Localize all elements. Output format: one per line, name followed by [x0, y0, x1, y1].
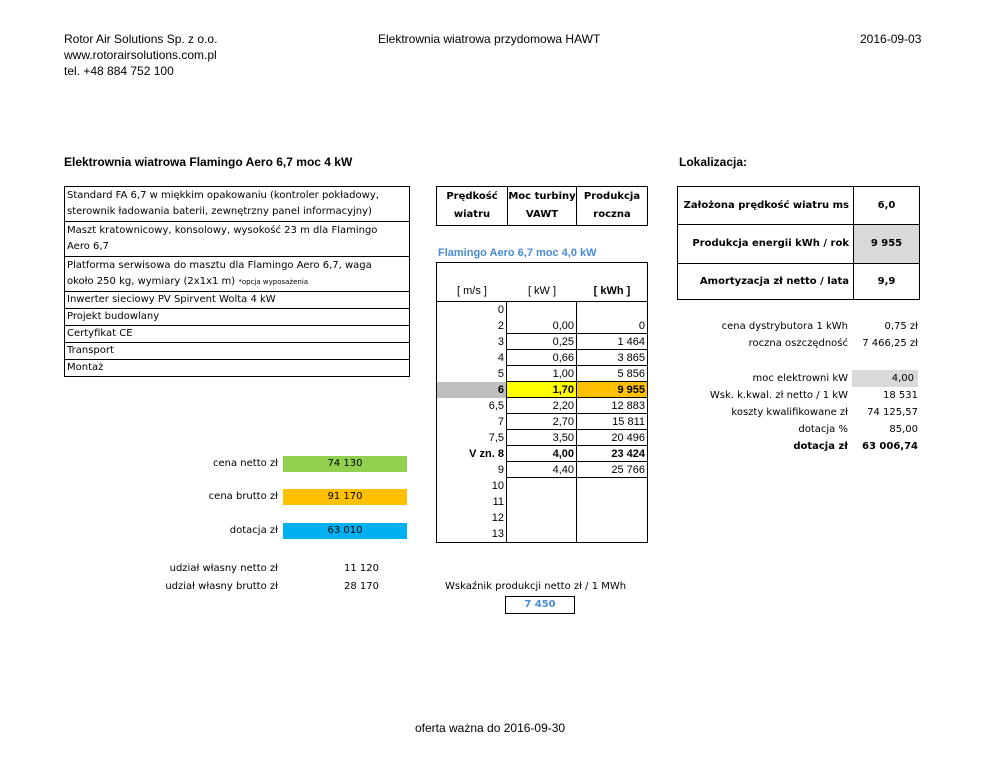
- speed-cell: 9: [437, 462, 507, 478]
- product-row: [65, 325, 409, 342]
- product-row: [65, 291, 409, 308]
- power-table-row: [437, 382, 647, 398]
- power-table-row: [437, 414, 647, 430]
- power-cell: 4,00: [507, 446, 577, 462]
- power-cell: 2,70: [507, 414, 577, 430]
- document-date: 2016-09-03: [860, 32, 922, 46]
- production-cell: 20 496: [577, 430, 647, 446]
- product-text: Montaż: [67, 362, 104, 373]
- production-cell: [577, 510, 647, 526]
- production-cell: 25 766: [577, 462, 647, 478]
- savings-value: 7 466,25 zł: [862, 338, 918, 349]
- document-title: Elektrownia wiatrowa przydomowa HAWT: [378, 32, 601, 46]
- location-box: [677, 186, 920, 300]
- power-table-row: [437, 302, 647, 318]
- kwh-price-value: 0,75 zł: [884, 321, 918, 332]
- production-cell: 5 856: [577, 366, 647, 382]
- loc-row: [678, 224, 919, 263]
- power-table-row: [437, 510, 647, 526]
- header-wind-speed: Prędkość wiatru: [446, 191, 498, 220]
- production-cell: 9 955: [577, 382, 647, 398]
- kwh-price-label: cena dystrybutora 1 kWh: [721, 321, 848, 332]
- loc-row: [678, 187, 919, 224]
- power-cell: [507, 510, 577, 526]
- product-text: Platforma serwisowa do masztu dla Flamingo Aero 6,7, waga: [67, 260, 372, 271]
- product-text: sterownik ładowania baterii, zewnętrzny panel informacyjny): [67, 206, 372, 217]
- power-table-row: [437, 334, 647, 350]
- company-phone: tel. +48 884 752 100: [64, 64, 174, 78]
- speed-cell: 4: [437, 350, 507, 366]
- production-cell: 1 464: [577, 334, 647, 350]
- power-cell: 1,70: [507, 382, 577, 398]
- product-row: [65, 308, 409, 325]
- power-table-row: [437, 366, 647, 382]
- power-table-row: [437, 446, 647, 462]
- product-row: [65, 187, 409, 221]
- own-gross-value: 28 170: [344, 581, 379, 592]
- power-table-row: [437, 494, 647, 510]
- product-list: [64, 186, 410, 377]
- factor-label: Wsk. k.kwal. zł netto / 1 kW: [709, 390, 848, 401]
- subsidy-amount-label: dotacja zł: [793, 441, 848, 452]
- production-cell: [577, 302, 647, 318]
- power-table-row: [437, 398, 647, 414]
- power-table-row: [437, 462, 647, 478]
- loc-value: 9 955: [854, 225, 919, 263]
- power-table-rows: [437, 302, 647, 543]
- power-cell: 0,00: [507, 318, 577, 334]
- speed-cell: 12: [437, 510, 507, 526]
- speed-cell: 7,5: [437, 430, 507, 446]
- production-cell: 12 883: [577, 398, 647, 414]
- gross-price-label: cena brutto zł: [208, 491, 278, 502]
- speed-cell: 11: [437, 494, 507, 510]
- power-table-row: [437, 430, 647, 446]
- production-cell: 23 424: [577, 446, 647, 462]
- power-table-subtitle: Flamingo Aero 6,7 moc 4,0 kW: [438, 247, 597, 259]
- loc-label: Produkcja energii kWh / rok: [678, 225, 854, 263]
- production-cell: [577, 478, 647, 494]
- subsidy-pct-label: dotacja %: [798, 424, 848, 435]
- power-table-row: [437, 350, 647, 366]
- plant-power-label: moc elektrowni kW: [752, 373, 848, 384]
- speed-cell: V zn. 8: [437, 446, 507, 462]
- subsidy-value: 63 010: [283, 523, 407, 539]
- product-row: [65, 256, 409, 291]
- header-annual-production: Produkcja roczna: [583, 191, 641, 220]
- speed-cell: 7: [437, 414, 507, 430]
- product-row: [65, 342, 409, 359]
- unit-cell: [ kWh ]: [593, 285, 631, 297]
- gross-price-value: 91 170: [283, 489, 407, 505]
- company-info: [64, 31, 217, 79]
- offer-validity: oferta ważna do 2016-09-30: [415, 721, 566, 735]
- net-price-label: cena netto zł: [212, 458, 278, 469]
- speed-cell: 6: [437, 382, 507, 398]
- speed-cell: 2: [437, 318, 507, 334]
- product-text: Standard FA 6,7 w miękkim opakowaniu (kontroler pokładowy,: [67, 190, 379, 201]
- production-cell: [577, 526, 647, 542]
- production-cell: 0: [577, 318, 647, 334]
- product-text: Aero 6,7: [67, 241, 109, 252]
- header-turbine-power: Moc turbiny VAWT: [507, 187, 577, 225]
- option-note: *opcja wyposażenia: [238, 278, 309, 286]
- power-cell: 3,50: [507, 430, 577, 446]
- power-cell: [507, 478, 577, 494]
- speed-cell: 10: [437, 478, 507, 494]
- company-website: www.rotorairsolutions.com.pl: [64, 48, 217, 62]
- power-table-row: [437, 478, 647, 494]
- speed-cell: 3: [437, 334, 507, 350]
- speed-cell: 0: [437, 302, 507, 318]
- units-row: [437, 263, 647, 302]
- product-text: Projekt budowlany: [67, 311, 160, 322]
- power-cell: [507, 494, 577, 510]
- power-cell: 1,00: [507, 366, 577, 382]
- indicator-label: Wskaźnik produkcji netto zł / 1 MWh: [445, 581, 627, 592]
- power-table: [436, 262, 648, 543]
- loc-value: 6,0: [877, 200, 896, 211]
- power-cell: 2,20: [507, 398, 577, 414]
- power-cell: [507, 302, 577, 318]
- own-gross-label: udział własny brutto zł: [165, 581, 278, 592]
- company-name: Rotor Air Solutions Sp. z o.o.: [64, 32, 218, 46]
- speed-cell: 5: [437, 366, 507, 382]
- power-cell: 0,66: [507, 350, 577, 366]
- own-net-value: 11 120: [344, 563, 379, 574]
- power-table-row: [437, 526, 647, 543]
- net-price-value: 74 130: [283, 456, 407, 472]
- product-text: Transport: [67, 345, 114, 356]
- speed-cell: 13: [437, 526, 507, 542]
- product-text: Inwerter sieciowy PV Spirvent Wolta 4 kW: [67, 294, 276, 305]
- power-table-row: [437, 318, 647, 334]
- product-row: [65, 359, 409, 376]
- qualified-costs-label: koszty kwalifikowane zł: [731, 407, 848, 418]
- indicator-value: 7 450: [505, 596, 575, 614]
- savings-label: roczna oszczędność: [748, 338, 848, 349]
- power-cell: 4,40: [507, 462, 577, 478]
- own-net-label: udział własny netto zł: [169, 563, 278, 574]
- production-cell: 3 865: [577, 350, 647, 366]
- loc-label: Założona prędkość wiatru ms: [678, 187, 854, 224]
- speed-cell: 6,5: [437, 398, 507, 414]
- production-cell: [577, 494, 647, 510]
- loc-value: 9,9: [877, 276, 896, 287]
- power-cell: 0,25: [507, 334, 577, 350]
- unit-cell: [ kW ]: [527, 285, 557, 297]
- product-row: [65, 221, 409, 256]
- subsidy-pct-value: 85,00: [889, 424, 918, 435]
- loc-row: [678, 263, 919, 299]
- subsidy-amount-value: 63 006,74: [862, 441, 918, 452]
- qualified-costs-value: 74 125,57: [867, 407, 918, 418]
- production-cell: 15 811: [577, 414, 647, 430]
- product-text: około 250 kg, wymiary (2x1x1 m): [67, 276, 239, 287]
- subsidy-label: dotacja zł: [229, 525, 278, 536]
- unit-cell: [ m/s ]: [457, 285, 487, 297]
- power-table-header: [436, 186, 648, 226]
- factor-value: 18 531: [883, 390, 918, 401]
- offer-title: Elektrownia wiatrowa Flamingo Aero 6,7 moc 4 kW: [64, 155, 353, 169]
- product-text: Certyfikat CE: [67, 328, 133, 339]
- product-text: Maszt kratownicowy, konsolowy, wysokość 23 m dla Flamingo: [67, 225, 378, 236]
- plant-power-value: 4,00: [852, 370, 918, 387]
- loc-label: Amortyzacja zł netto / lata: [678, 264, 854, 299]
- location-label: Lokalizacja:: [679, 155, 748, 169]
- power-cell: [507, 526, 577, 542]
